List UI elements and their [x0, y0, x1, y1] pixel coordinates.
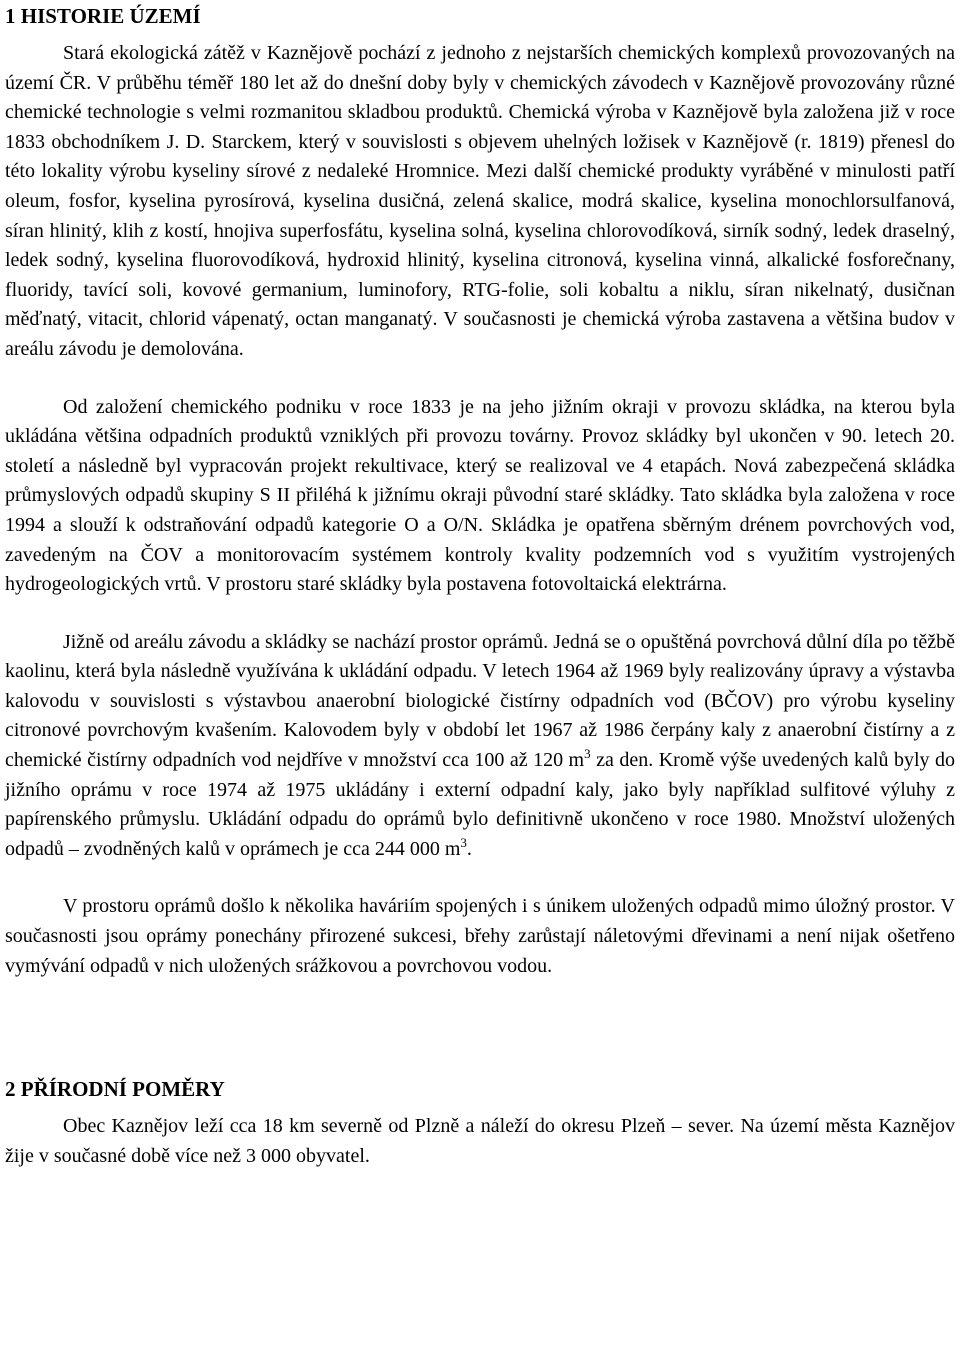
- paragraph-opramy: [5, 628, 955, 865]
- paragraph-accidents: V prostoru oprámů došlo k několika haváriím spojených i s únikem uložených odpadů mimo úložný prostor. V současnosti jsou oprámy ponechány přirozené sukcesi, břehy zarůstají náletovými dřevinami a není nijak ošetřeno vymývání odpadů v nich uložených srážkovou a povrchovou vodou.: [5, 895, 955, 977]
- document-page: [5, 0, 955, 1171]
- paragraph-history-intro: Stará ekologická zátěž v Kaznějově pochází z jednoho z nejstarších chemických komplexů provozovaných na území ČR. V průběhu téměř 180 let až do dnešní doby byly v chemických závodech v Kaznějově provozovány různé chemické technologie s velmi rozmanitou skladbou produktů. Chemická výroba v Kaznějově byla založena již v roce 1833 obchodníkem J. D. Starckem, který v souvislosti s objevem uhelných ložisek v Kaznějově (r. 1819) přenesl do této lokality výrobu kyseliny sírové z nedaleké Hromnice. Mezi další chemické produkty vyráběné v minulosti patří oleum, fosfor, kyselina pyrosírová, kyselina dusičná, zelená skalice, modrá skalice, kyselina monochlorsulfanová, síran hlinitý, klih z kostí, hnojiva superfosfátu, kyselina solná, kyselina chlorovodíková, sirník sodný, ledek draselný, ledek sodný, kyselina fluorovodíková, hydroxid hlinitý, kyselina citronová, kyselina vinná, alkalické fosforečnany, fluoridy, tavící soli, kovové germanium, luminofory, RTG-folie, soli kobaltu a niklu, síran nikelnatý, dusičnan měďnatý, vitacit, chlorid vápenatý, octan manganatý. V současnosti je chemická výroba zastavena a většina budov v areálu závodu je demolována.: [5, 42, 955, 360]
- paragraph-opramy-text-a: Jižně od areálu závodu a skládky se nachází prostor oprámů. Jedná se o opuštěná povrchová důlní díla po těžbě kaolinu, která byla následně využívána k ukládání odpadu. V letech 1964 až 1969 byly realizovány úpravy a výstavba kalovodu v souvislosti s výstavbou anaerobní biologické čistírny odpadních vod (BČOV) pro výrobu kyseliny citronové povrchovým kvašením. Kalovodem byly v období let 1967 až 1986 čerpány kaly z anaerobní čistírny a z chemické čistírny odpadních vod nejdříve v množství cca 100 až 120 m: [5, 630, 955, 772]
- section-heading-prirodni-pomery: 2 PŘÍRODNÍ POMĚRY: [5, 1077, 225, 1102]
- paragraph-opramy-text-b: za den. Kromě výše uvedených kalů byly do jižního oprámu v roce 1974 až 1975 ukládány i externí odpadní kaly, jako byly například sulfitové výluhy z papírenského průmyslu. Ukládání odpadu do oprámů bylo definitivně ukončeno v roce 1980. Množství uložených odpadů – zvodněných kalů v oprámech je cca 244 000 m: [5, 749, 955, 860]
- section-heading-historie-uzemi: 1 HISTORIE ÚZEMÍ: [5, 4, 201, 28]
- superscript-cubic: 3: [584, 746, 591, 762]
- paragraph-location: Obec Kaznějov leží cca 18 km severně od Plzně a náleží do okresu Plzeň – sever. Na území města Kaznějov žije v současné době více než 3 000 obyvatel.: [5, 1115, 955, 1167]
- paragraph-landfill: Od založení chemického podniku v roce 1833 je na jeho jižním okraji v provozu skládka, na kterou byla ukládána většina odpadních produktů vzniklých při provozu továrny. Provoz skládky byl ukončen v 90. letech 20. století a následně byl vypracován projekt rekultivace, který se realizoval ve 4 etapách. Nová zabezpečená skládka průmyslových odpadů skupiny S II přiléhá k jižnímu okraji původní staré skládky. Tato skládka byla založena v roce 1994 a slouží k odstraňování odpadů kategorie O a O/N. Skládka je opatřena sběrným drénem povrchových vod, zavedeným na ČOV a monitorovacím systémem kontroly kvality podzemních vod s využitím vystrojených hydrogeologických vrtů. V prostoru staré skládky byla postavena fotovoltaická elektrárna.: [5, 395, 955, 596]
- superscript-cubic: 3: [460, 834, 467, 850]
- paragraph-opramy-text-c: .: [466, 837, 472, 860]
